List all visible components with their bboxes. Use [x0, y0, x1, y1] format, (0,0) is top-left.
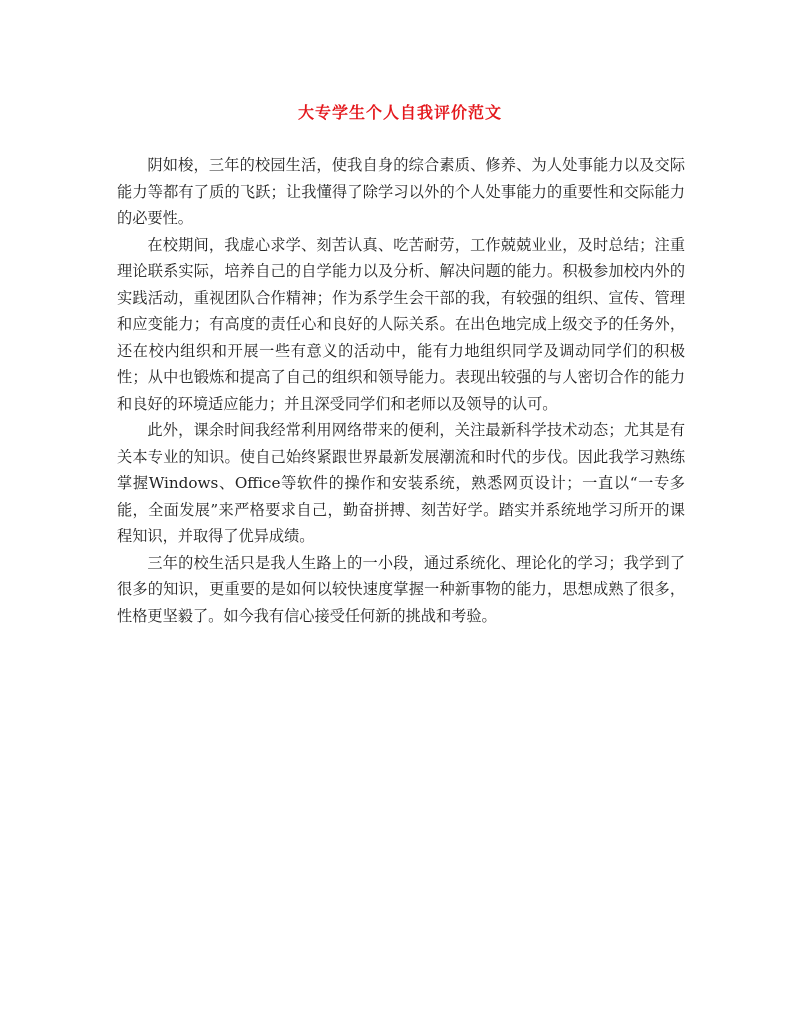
paragraph-3: 此外，课余时间我经常利用网络带来的便利，关注最新科学技术动态；尤其是有关本专业的知识。使自己始终紧跟世界最新发展潮流和时代的步伐。因此我学习熟练掌握Windows、Office等软件的操作和安装系统，熟悉网页设计；一直以“一专多能，全面发展”来严格要求自己，勤奋拼搏、刻苦好学。踏实并系统地学习所开的课程知识，并取得了优异成绩。 — [117, 421, 685, 545]
paragraph-1: 阴如梭，三年的校园生活，使我自身的综合素质、修养、为人处事能力以及交际能力等都有了质的飞跃；让我懂得了除学习以外的个人处事能力的重要性和交际能力的必要性。 — [117, 156, 685, 227]
paragraph-4: 三年的校生活只是我人生路上的一小段，通过系统化、理论化的学习；我学到了很多的知识，更重要的是如何以较快速度掌握一种新事物的能力，思想成熟了很多，性格更坚毅了。如今我有信心接受任何新的挑战和考验。 — [117, 553, 685, 625]
document-title: 大专学生个人自我评价范文 — [297, 103, 502, 122]
paragraph-2: 在校期间，我虚心求学、刻苦认真、吃苦耐劳，工作兢兢业业，及时总结；注重理论联系实际，培养自己的自学能力以及分析、解决问题的能力。积极参加校内外的实践活动，重视团队合作精神；作为系学生会干部的我，有较强的组织、宣传、管理和应变能力；有高度的责任心和良好的人际关系。在出色地完成上级交予的任务外，还在校内组织和开展一些有意义的活动中，能有力地组织同学及调动同学们的积极性；从中也锻炼和提高了自己的组织和领导能力。表现出较强的与人密切合作的能力和良好的环境适应能力；并且深受同学们和老师以及领导的认可。 — [117, 235, 685, 413]
document-body — [117, 152, 685, 629]
